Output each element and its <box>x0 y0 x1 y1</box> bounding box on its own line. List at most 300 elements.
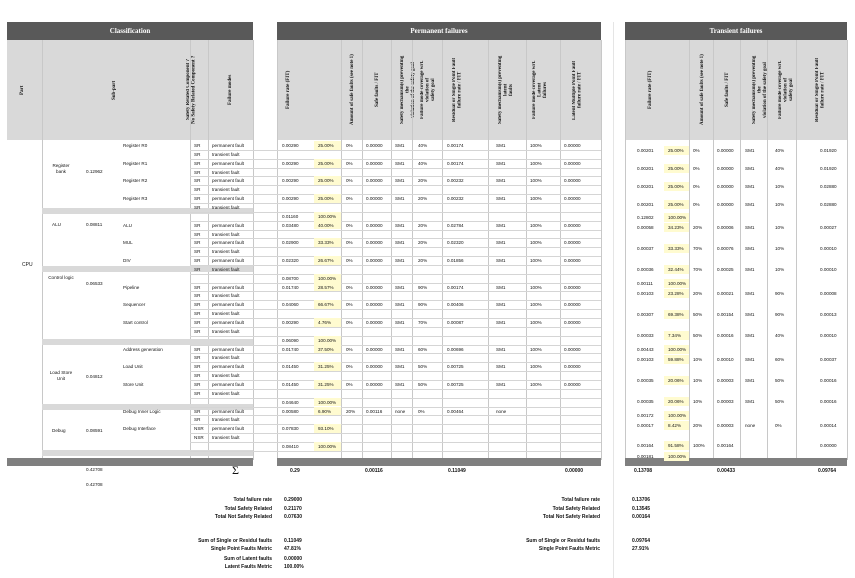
tr-failure-rate: 0.00036 <box>637 267 654 272</box>
latent-rate: 0.00000 <box>564 196 581 202</box>
residual-rate: 0.00174 <box>447 143 464 148</box>
tr-failure-rate: 0.12802 <box>637 215 654 220</box>
failure-rate-pct: 100.00% <box>318 213 337 219</box>
tr-failure-rate-pct: 7.34% <box>668 333 682 338</box>
col-tr-residual: Residual or Single Point Fault failure rate / FIT <box>815 57 826 123</box>
group-name: Debug <box>52 428 66 433</box>
tr-residual-rate: 0.02880 <box>820 184 837 189</box>
coverage: 0% <box>418 408 425 414</box>
col-subpart: Sub-part <box>112 80 117 100</box>
failure-rate-pct: 26.67% <box>318 258 334 264</box>
sr-marker: SR <box>194 328 201 334</box>
tr-safe-faults: 0.00021 <box>717 291 734 296</box>
row-line <box>190 353 601 354</box>
failure-rate: 0.02900 <box>282 240 299 246</box>
latent-coverage: 100% <box>530 284 542 290</box>
tr-safety-mechanism: SM1 <box>745 291 755 296</box>
col-safe-faults: Safe faults / FIT <box>375 72 380 108</box>
safety-mechanism: SM1 <box>395 320 405 325</box>
tr-failure-rate: 0.00035 <box>637 399 654 404</box>
tr-safe-faults: 0.00000 <box>717 148 734 153</box>
row-line <box>190 291 601 292</box>
group-rate: 0.06533 <box>86 281 103 286</box>
sr-marker: SR <box>194 302 201 308</box>
sr-marker: SR <box>194 293 201 299</box>
latent-rate: 0.00000 <box>564 364 581 370</box>
tr-coverage: 60% <box>775 357 785 362</box>
failure-rate-pct: 25.00% <box>318 196 334 202</box>
tr-amount-safe: 20% <box>693 291 703 296</box>
coverage: 20% <box>418 178 428 184</box>
group-rate: 0.08811 <box>86 222 103 227</box>
tr-failure-rate: 0.00443 <box>637 347 654 352</box>
latent-coverage: 100% <box>530 364 542 370</box>
tr-failure-rate-pct: 23.28% <box>668 291 684 296</box>
amount-safe: 0% <box>346 346 353 352</box>
tr-failure-rate: 0.00201 <box>637 148 654 153</box>
safe-faults: 0.00116 <box>366 408 383 414</box>
tr-residual-rate: 0.00037 <box>820 357 837 362</box>
safety-mechanism: SM1 <box>395 222 405 228</box>
tr-failure-rate: 0.00181 <box>637 454 654 459</box>
summary-value: 0.00000 <box>284 556 303 562</box>
tr-summary-label: Total failure rate <box>561 497 600 503</box>
col-residual: Residual or Single Point Fault failure rate / FIT <box>452 57 463 123</box>
coverage: 20% <box>418 240 428 246</box>
sr-marker: SR <box>194 196 201 202</box>
failure-rate: 0.03480 <box>282 222 299 228</box>
row-line <box>190 442 601 443</box>
component-name: MUL <box>123 240 133 246</box>
tr-failure-rate: 0.00103 <box>637 357 654 362</box>
tr-failure-rate: 0.00037 <box>637 246 654 251</box>
latent-coverage: 100% <box>530 143 542 148</box>
section-divider <box>613 22 614 578</box>
group-name: ALU <box>52 222 61 227</box>
latent-mechanism: SM1 <box>496 364 506 370</box>
tr-failure-rate-pct: 33.33% <box>668 246 684 251</box>
safety-mechanism: SM1 <box>395 346 405 352</box>
safe-faults: 0.00000 <box>366 160 383 166</box>
component-name: Pipeline <box>123 284 140 290</box>
component-name: Store Unit <box>123 381 144 387</box>
tr-residual-rate: 0.02880 <box>820 202 837 207</box>
latent-rate: 0.00000 <box>564 302 581 308</box>
coverage: 60% <box>418 346 428 352</box>
residual-rate: 0.00232 <box>447 178 464 184</box>
tr-failure-rate-pct: 8.42% <box>668 423 682 428</box>
row-line <box>190 203 601 204</box>
tr-coverage: 10% <box>775 246 785 251</box>
failure-rate-pct: 40.00% <box>318 222 334 228</box>
tr-safe-faults: 0.00003 <box>717 378 734 383</box>
tr-failure-rate-pct: 25.00% <box>668 166 684 171</box>
col-latent-rate: Latent Multiple Point Fault failure rate / FIT <box>572 60 583 120</box>
row-line <box>190 265 601 266</box>
tr-failure-rate-pct: 25.00% <box>668 148 684 153</box>
tr-residual-rate: 0.00016 <box>820 399 837 404</box>
tr-failure-rate-pct: 32.44% <box>668 267 684 272</box>
col-tr-coverage: Failure mode coverage wrt. violation of safety goal <box>778 60 794 120</box>
failure-mode: permanent fault <box>212 258 244 264</box>
total-tr-rate: 0.13708 <box>634 468 653 474</box>
failure-rate: 0.00290 <box>282 320 299 325</box>
sum-separator <box>277 458 601 466</box>
tr-amount-safe: 50% <box>693 312 703 317</box>
component-name: Debug Interface <box>123 426 156 432</box>
failure-rate: 0.00580 <box>282 408 299 414</box>
grid-line <box>713 40 714 460</box>
safety-mechanism: SM1 <box>395 178 405 184</box>
latent-rate: 0.00000 <box>564 143 581 148</box>
residual-rate: 0.00406 <box>447 302 464 308</box>
row-line <box>190 168 601 169</box>
safe-faults: 0.00000 <box>366 284 383 290</box>
amount-safe: 0% <box>346 381 353 387</box>
tr-safety-mechanism: SM1 <box>745 225 755 230</box>
latent-mechanism: SM1 <box>496 320 506 325</box>
grid-line <box>625 40 626 460</box>
component-name: Register R3 <box>123 196 148 202</box>
tr-amount-safe: 100% <box>693 443 705 448</box>
tr-residual-rate: 0.00013 <box>820 312 837 317</box>
failure-rate: 0.06090 <box>282 337 299 343</box>
sr-marker: SR <box>194 381 201 387</box>
tr-residual-rate: 0.01920 <box>820 166 837 171</box>
sr-marker: SR <box>194 373 201 379</box>
tr-amount-safe: 20% <box>693 423 703 428</box>
failure-rate-pct: 100.00% <box>318 399 337 405</box>
failure-rate: 0.00290 <box>282 178 299 184</box>
tr-amount-safe: 50% <box>693 333 703 338</box>
sr-marker: SR <box>194 151 201 157</box>
failure-mode: permanent fault <box>212 408 244 414</box>
tr-amount-safe: 0% <box>693 148 700 153</box>
row-line <box>190 230 601 231</box>
failure-rate: 0.00290 <box>282 143 299 148</box>
row-line <box>190 398 601 399</box>
tr-summary-label: Sum of Single or Residul faults <box>526 538 600 544</box>
component-name: Address generation <box>123 346 163 352</box>
residual-rate: 0.01856 <box>447 258 464 264</box>
col-tr-mechanisms: Safety mechanism(s) preventing the violation of the safety goal <box>752 55 768 125</box>
safety-mechanism: SM1 <box>395 258 405 264</box>
latent-mechanism: SM1 <box>496 143 506 148</box>
tr-failure-rate-pct: 100.00% <box>668 281 687 286</box>
col-failure-modes: Failure modes <box>228 74 233 106</box>
row-line <box>190 424 601 425</box>
tr-amount-safe: 10% <box>693 378 703 383</box>
sr-marker: SR <box>194 311 201 317</box>
coverage: 20% <box>418 222 428 228</box>
tr-failure-rate-pct: 100.00% <box>668 215 687 220</box>
grid-line <box>740 40 741 460</box>
failure-mode: permanent fault <box>212 240 244 246</box>
tr-failure-rate: 0.00033 <box>637 333 654 338</box>
grid-line <box>42 40 43 460</box>
summary-value: 0.21170 <box>284 506 302 512</box>
failure-rate-pct: 31.25% <box>318 364 334 370</box>
residual-rate: 0.00464 <box>447 408 464 414</box>
failure-mode: permanent fault <box>212 426 244 432</box>
summary-label: Sum of Single or Residul faults <box>198 538 272 544</box>
failure-mode: permanent fault <box>212 381 244 387</box>
col-safety-mechanisms: Safety mechanism(s) preventing the violation of the safety goal <box>400 55 416 125</box>
component-name: Start control <box>123 320 148 325</box>
tr-failure-rate-pct: 100.00% <box>668 454 687 459</box>
safe-faults: 0.00000 <box>366 258 383 264</box>
latent-coverage: 100% <box>530 196 542 202</box>
tr-failure-rate: 0.00017 <box>637 423 654 428</box>
residual-rate: 0.00174 <box>447 284 464 290</box>
tr-residual-rate: 0.00016 <box>820 378 837 383</box>
sr-marker: SR <box>194 240 201 246</box>
latent-coverage: 100% <box>530 178 542 184</box>
col-tr-safe-faults: Safe faults / FIT <box>725 72 730 108</box>
sr-marker: SR <box>194 320 201 325</box>
summary-value: 100.00% <box>284 564 304 570</box>
residual-rate: 0.00696 <box>447 346 464 352</box>
total-tr-residual: 0.09764 <box>818 468 837 474</box>
sigma-symbol: Σ <box>232 463 239 477</box>
failure-rate-pct: 6.90% <box>318 408 332 414</box>
row-line <box>190 150 601 151</box>
latent-rate: 0.00000 <box>564 222 581 228</box>
tr-amount-safe: 0% <box>693 184 700 189</box>
failure-rate-pct: 25.00% <box>318 178 334 184</box>
col-latent-mechanisms: Safety mechanism(s) preventing latent faults <box>498 55 514 125</box>
failure-rate: 0.04060 <box>282 302 299 308</box>
failure-rate-pct: 28.57% <box>318 284 334 290</box>
failure-rate-pct: 31.25% <box>318 381 334 387</box>
tr-failure-rate: 0.00058 <box>637 225 654 230</box>
tr-failure-rate-pct: 100.00% <box>668 347 687 352</box>
residual-rate: 0.00087 <box>447 320 464 325</box>
tr-safety-mechanism: SM1 <box>745 246 755 251</box>
tr-residual-rate: 0.00010 <box>820 333 837 338</box>
tr-failure-rate: 0.00307 <box>637 312 654 317</box>
amount-safe: 0% <box>346 196 353 202</box>
tr-coverage: 10% <box>775 267 785 272</box>
tr-coverage: 10% <box>775 184 785 189</box>
tr-safe-faults: 0.00000 <box>717 202 734 207</box>
col-sr-marker: Safety Related Component ? No Safety Related Component ? <box>186 55 197 125</box>
tr-safe-faults: 0.00000 <box>717 184 734 189</box>
summary-label: Single Point Faults Metric <box>210 546 272 552</box>
sr-marker: SR <box>194 364 201 370</box>
sr-marker: SR <box>194 346 201 352</box>
coverage: 50% <box>418 381 428 387</box>
group-rate: 0.04812 <box>86 374 103 379</box>
failure-mode: transient fault <box>212 328 240 334</box>
latent-mechanism: SM1 <box>496 346 506 352</box>
total-tr-safe: 0.00433 <box>717 468 736 474</box>
tr-safety-mechanism: SM1 <box>745 333 755 338</box>
safety-mechanism: SM1 <box>395 364 405 370</box>
coverage: 40% <box>418 143 428 148</box>
row-line <box>190 212 601 213</box>
tr-failure-rate: 0.00035 <box>637 378 654 383</box>
latent-coverage: 100% <box>530 302 542 308</box>
amount-safe: 0% <box>346 143 353 148</box>
coverage: 90% <box>418 284 428 290</box>
failure-rate-pct: 37.50% <box>318 346 334 352</box>
amount-safe: 0% <box>346 284 353 290</box>
component-name: Register R1 <box>123 160 148 166</box>
sr-marker: SR <box>194 390 201 396</box>
tr-amount-safe: 20% <box>693 225 703 230</box>
summary-label: Total Safety Related <box>224 506 272 512</box>
coverage: 90% <box>418 302 428 308</box>
tr-failure-rate-pct: 34.23% <box>668 225 684 230</box>
tr-residual-rate: 0.00014 <box>820 423 837 428</box>
latent-mechanism: SM1 <box>496 381 506 387</box>
sr-marker: SR <box>194 178 201 184</box>
tr-summary-value: 0.09764 <box>632 538 651 544</box>
latent-coverage: 100% <box>530 160 542 166</box>
tr-safe-faults: 0.00164 <box>717 443 734 448</box>
latent-mechanism: SM1 <box>496 178 506 184</box>
failure-rate: 0.00290 <box>282 160 299 166</box>
tr-coverage: 50% <box>775 378 785 383</box>
tr-safe-faults: 0.00025 <box>717 267 734 272</box>
sr-marker: NSR <box>194 426 204 432</box>
amount-safe: 0% <box>346 178 353 184</box>
row-line <box>190 247 601 248</box>
safety-mechanism: SM1 <box>395 240 405 246</box>
sr-marker: SR <box>194 249 201 255</box>
latent-rate: 0.00000 <box>564 240 581 246</box>
summary-value: 0.11049 <box>284 538 302 544</box>
row-line <box>190 415 601 416</box>
component-name: DIV <box>123 258 131 264</box>
safe-faults: 0.00000 <box>366 364 383 370</box>
group-name: Register bank <box>52 163 70 174</box>
subpart-total-2: 0.42708 <box>86 482 103 487</box>
tr-failure-rate: 0.00103 <box>637 291 654 296</box>
tr-failure-rate-pct: 91.58% <box>668 443 684 448</box>
tr-failure-rate: 0.00201 <box>637 202 654 207</box>
col-part: Part <box>20 85 25 95</box>
tr-safety-mechanism: none <box>745 423 756 428</box>
tr-summary-label: Total Safety Related <box>552 506 600 512</box>
failure-rate: 0.00290 <box>282 196 299 202</box>
row-line <box>190 336 601 337</box>
safety-mechanism: SM1 <box>395 143 405 148</box>
component-name: Sequencer <box>123 302 146 308</box>
latent-coverage: 100% <box>530 346 542 352</box>
failure-mode: permanent fault <box>212 284 244 290</box>
col-amount-safe: Amount of safe faults (see note 1) <box>350 54 355 126</box>
latent-mechanism: SM1 <box>496 160 506 166</box>
sr-marker: SR <box>194 417 201 423</box>
latent-coverage: 100% <box>530 222 542 228</box>
sr-marker: SR <box>194 408 201 414</box>
tr-coverage: 50% <box>775 399 785 404</box>
tr-safe-faults: 0.00016 <box>717 333 734 338</box>
failure-rate: 0.02320 <box>282 258 299 264</box>
safe-faults: 0.00000 <box>366 143 383 148</box>
tr-residual-rate: 0.01920 <box>820 148 837 153</box>
tr-failure-rate-pct: 69.38% <box>668 312 684 317</box>
tr-residual-rate: 0.00010 <box>820 267 837 272</box>
amount-safe: 0% <box>346 364 353 370</box>
failure-mode: transient fault <box>212 231 240 237</box>
tr-safety-mechanism: SM1 <box>745 312 755 317</box>
failure-rate-pct: 100.00% <box>318 275 337 281</box>
sr-marker: SR <box>194 143 201 148</box>
latent-mechanism: SM1 <box>496 222 506 228</box>
component-name: Load Unit <box>123 364 143 370</box>
safety-mechanism: SM1 <box>395 160 405 166</box>
amount-safe: 0% <box>346 222 353 228</box>
sr-marker: SR <box>194 266 201 272</box>
component-name: ALU <box>123 222 132 228</box>
tr-amount-safe: 70% <box>693 267 703 272</box>
col-tr-amount-safe: Amount of safe faults (see note 1) <box>700 54 705 126</box>
amount-safe: 0% <box>346 302 353 308</box>
failure-rate-pct: 4.76% <box>318 320 332 325</box>
failure-rate-pct: 25.00% <box>318 160 334 166</box>
residual-rate: 0.00725 <box>447 364 464 370</box>
failure-mode: transient fault <box>212 373 240 379</box>
latent-coverage: 100% <box>530 381 542 387</box>
sr-marker: SR <box>194 187 201 193</box>
failure-rate: 0.08700 <box>282 275 299 281</box>
latent-mechanism: SM1 <box>496 284 506 290</box>
tr-failure-rate-pct: 59.88% <box>668 357 684 362</box>
tr-safe-faults: 0.00076 <box>717 246 734 251</box>
tr-amount-safe: 0% <box>693 202 700 207</box>
sum-separator <box>625 458 847 466</box>
failure-rate-pct: 33.33% <box>318 240 334 246</box>
tr-coverage: 90% <box>775 291 785 296</box>
tr-residual-rate: 0.00010 <box>820 246 837 251</box>
amount-safe: 0% <box>346 320 353 325</box>
tr-failure-rate: 0.00172 <box>637 413 654 418</box>
safe-faults: 0.00000 <box>366 222 383 228</box>
grid-line <box>689 40 690 460</box>
safe-faults: 0.00000 <box>366 346 383 352</box>
grid-line <box>847 40 848 460</box>
safe-faults: 0.00000 <box>366 240 383 246</box>
failure-rate: 0.08410 <box>282 443 299 449</box>
group-name: Load Store Unit <box>49 370 73 381</box>
tr-summary-label: Single Point Faults Metric <box>538 546 600 552</box>
tr-failure-rate-pct: 20.06% <box>668 378 684 383</box>
summary-label: Sum of Latent faults <box>223 556 272 562</box>
tr-amount-safe: 70% <box>693 246 703 251</box>
failure-mode: transient fault <box>212 266 240 272</box>
latent-rate: 0.00000 <box>564 178 581 184</box>
subpart-total: 0.42708 <box>86 467 103 472</box>
safety-mechanism: SM1 <box>395 302 405 308</box>
failure-mode: permanent fault <box>212 346 244 352</box>
failure-rate: 0.07830 <box>282 426 299 432</box>
amount-safe: 20% <box>346 408 356 414</box>
latent-mechanism: SM1 <box>496 258 506 264</box>
col-latent-coverage: Failure mode coverage wrt. Latent failures <box>532 60 548 120</box>
failure-rate-pct: 100.00% <box>318 443 337 449</box>
tr-failure-rate: 0.00164 <box>637 443 654 448</box>
grid-line <box>767 40 768 460</box>
tr-safe-faults: 0.00154 <box>717 312 734 317</box>
tr-coverage: 40% <box>775 148 785 153</box>
failure-mode: transient fault <box>212 249 240 255</box>
latent-rate: 0.00000 <box>564 258 581 264</box>
col-coverage: Failure mode coverage wrt. violation of safety goal <box>420 60 436 120</box>
tr-coverage: 40% <box>775 166 785 171</box>
